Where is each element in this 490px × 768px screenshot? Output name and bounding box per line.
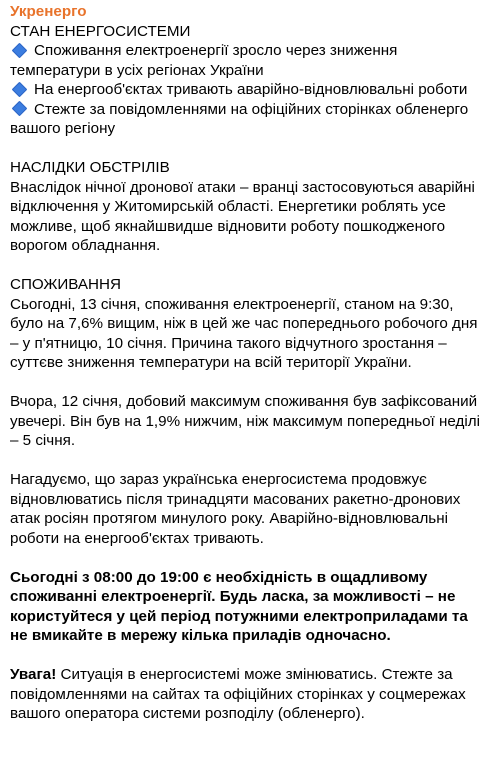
status-bullet-1 (10, 41, 480, 80)
consumption-heading: СПОЖИВАННЯ (10, 276, 121, 293)
warning-label: Увага! (10, 666, 57, 683)
paragraph-gap (10, 646, 480, 666)
status-heading: СТАН ЕНЕРГОСИСТЕМИ (10, 22, 191, 40)
reminder-text: Нагадуємо, що зараз українська енергосистема продовжує відновлюватись після тринадцяти масованих ракетно-дронових атак росіян протягом минулого року. Аварійно-відновлювальні роботи на енергооб'єктах тривають. (10, 471, 461, 547)
status-bullet-text: На енергооб'єктах тривають аварійно-відновлювальні роботи (34, 81, 468, 98)
appeal-text: Сьогодні з 08:00 до 19:00 є необхідність в ощадливому споживанні електроенергії. Будь ласка, за можливості – не користуйтеся у цей період потужними електроприладами та не вмикайте в мережу кілька приладів одночасно. (10, 568, 468, 644)
status-bullet-3 (10, 100, 480, 139)
paragraph-gap (10, 373, 480, 393)
warning-text: Ситуація в енергосистемі може змінюватись. Стежте за повідомленнями на сайтах та офіційних сторінках у соцмережах вашого оператора системи розподілу (обленерго). (10, 666, 466, 722)
shelling-heading: НАСЛІДКИ ОБСТРІЛІВ (10, 159, 170, 176)
status-bullet-text: Споживання електроенергії зросло через зниження температури в усіх регіонах України (10, 42, 398, 79)
shelling-text: Внаслідок нічної дронової атаки – вранці застосовуються аварійні відключення у Житомирській області. Енергетики роблять усе можливе, щоб якнайшвидше відновити роботу пошкодженого ворогом обладнання. (10, 178, 475, 254)
status-bullet-text: Стежте за повідомленнями на офіційних сторінках обленерго вашого регіону (10, 100, 469, 137)
channel-name[interactable]: Укренерго (10, 3, 87, 20)
blue-diamond-icon (12, 82, 28, 98)
consumption-today-text: Сьогодні, 13 січня, споживання електроенергії, станом на 9:30, було на 7,6% вищим, ніж в цей же час попереднього робочого дня – у п'ятницю, 10 січня. Причина такого відчутного зростання – суттєве зниження температури на всій території України. (10, 295, 478, 371)
paragraph-gap (10, 548, 480, 568)
blue-diamond-icon (12, 101, 28, 117)
paragraph-gap (10, 451, 480, 471)
paragraph-gap (10, 256, 480, 276)
paragraph-gap (10, 139, 480, 159)
blue-diamond-icon (12, 43, 28, 59)
warning-paragraph (10, 665, 480, 724)
status-bullet-2 (10, 80, 480, 100)
consumption-yesterday-text: Вчора, 12 січня, добовий максимум споживання був зафіксований увечері. Він був на 1,9% нижчим, ніж максимум попередньої неділі – 5 січня. (10, 393, 480, 449)
